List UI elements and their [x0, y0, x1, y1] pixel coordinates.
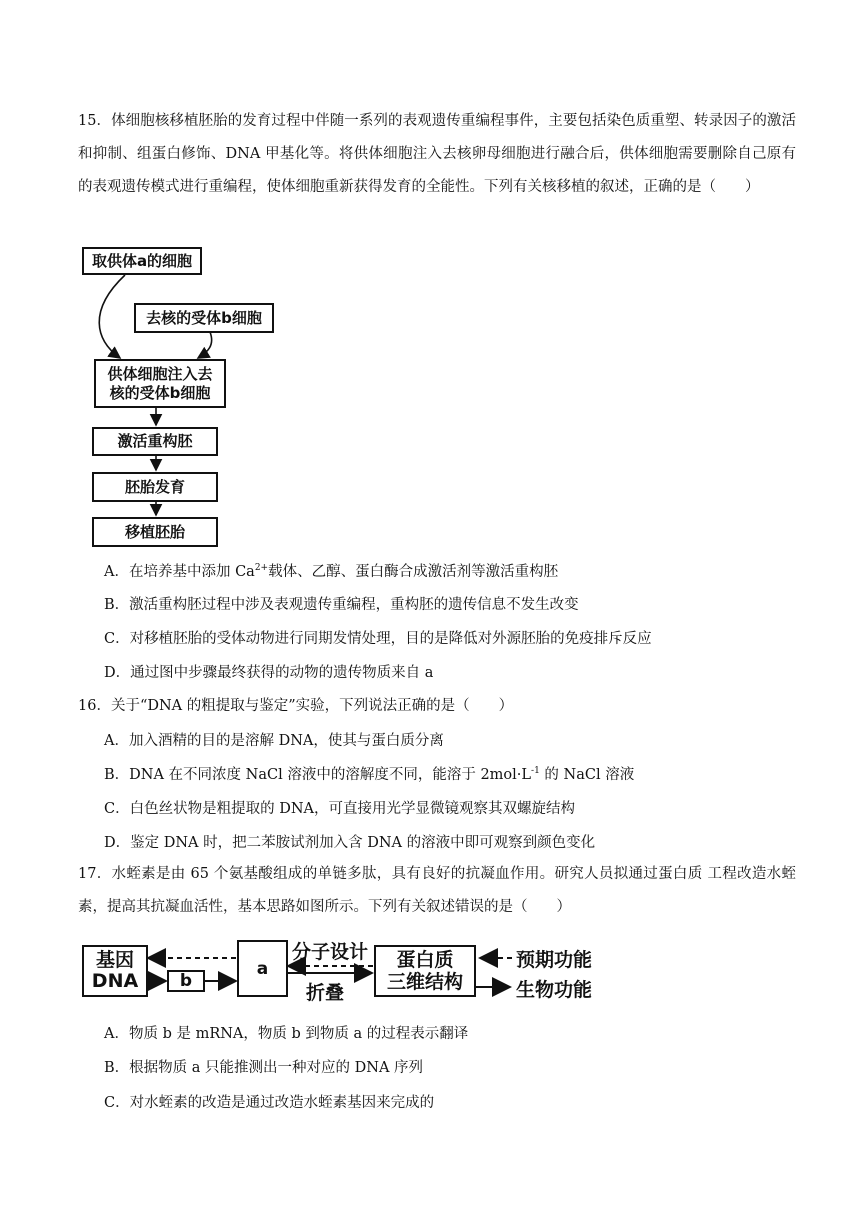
q15-option-c: C．对移植胚胎的受体动物进行同期发情处理，目的是降低对外源胚胎的免疫排斥反应 [104, 631, 652, 647]
q15-option-b: B．激活重构胚过程中涉及表观遗传重编程，重构胚的遗传信息不发生改变 [104, 597, 579, 613]
dna-label: DNA [91, 970, 139, 992]
gene-label: 基因 [95, 949, 134, 971]
q17-option-c: C．对水蛭素的改造是通过改造水蛭素基因来完成的 [104, 1095, 435, 1111]
flow-develop: 胚胎发育 [92, 472, 218, 502]
flow-donor-cell: 取供体a的细胞 [82, 247, 202, 275]
protein-label: 蛋白质 [396, 949, 454, 971]
protein-structure-box [374, 945, 476, 997]
molecular-design-label: 分子设计 [292, 941, 369, 963]
expected-function-label: 预期功能 [516, 949, 593, 971]
q15-stem: 15．体细胞核移植胚胎的发育过程中伴随一系列的表观遗传重编程事件，主要包括染色质重塑、转录因子的激活和抑制、组蛋白修饰、DNA 甲基化等。将供体细胞注入去核卵母细胞进行融合后，供体细胞需要删除自己原有的表观遗传模式进行重编程，使体细胞重新获得发育的全能性。下列有关核移植的叙述，正确的是（ ） [78, 113, 796, 195]
q16-option-c: C．白色丝状物是粗提取的 DNA，可直接用光学显微镜观察其双螺旋结构 [104, 801, 575, 817]
q15-option-a: A．在培养基中添加 $Ca^{2+}$载体、乙醇、蛋白酶合成激活剂等激活重构胚 [104, 563, 559, 580]
substance-b-box: b [167, 970, 205, 992]
q16-option-d: D．鉴定 DNA 时，把二苯胺试剂加入含 DNA 的溶液中即可观察到颜色变化 [104, 835, 596, 851]
q15-option-d: D．通过图中步骤最终获得的动物的遗传物质来自 a [104, 665, 434, 681]
q16-stem: 16．关于“DNA 的粗提取与鉴定”实验，下列说法正确的是（ ） [78, 698, 514, 714]
structure-label: 三维结构 [386, 971, 463, 993]
flow-recipient-cell: 去核的受体b细胞 [134, 303, 274, 333]
q16-option-a: A．加入酒精的目的是溶解 DNA，使其与蛋白质分离 [104, 733, 444, 749]
flow-activate: 激活重构胚 [92, 427, 218, 456]
substance-a-box: a [237, 940, 288, 997]
folding-label: 折叠 [306, 982, 345, 1004]
q17-option-a: A．物质 b 是 mRNA，物质 b 到物质 a 的过程表示翻译 [104, 1026, 469, 1042]
biological-function-label: 生物功能 [516, 979, 593, 1001]
gene-dna-box [82, 945, 148, 997]
q17-diagram [80, 935, 610, 1005]
q17-stem: 17．水蛭素是由 65 个氨基酸组成的单链多肽，具有良好的抗凝血作用。研究人员拟通过蛋白质 工程改造水蛭素，提高其抗凝血活性，基本思路如图所示。下列有关叙述错误的是（ ） [78, 866, 796, 915]
q16-option-b: B．DNA 在不同浓度 NaCl 溶液中的溶解度不同，能溶于 $2mol\cdot L^{-1}$ 的 NaCl 溶液 [104, 766, 635, 783]
flow-transplant: 移植胚胎 [92, 517, 218, 547]
flow-inject: 供体细胞注入去核的受体b细胞 [94, 359, 226, 408]
q17-option-b: B．根据物质 a 只能推测出一种对应的 DNA 序列 [104, 1060, 424, 1076]
